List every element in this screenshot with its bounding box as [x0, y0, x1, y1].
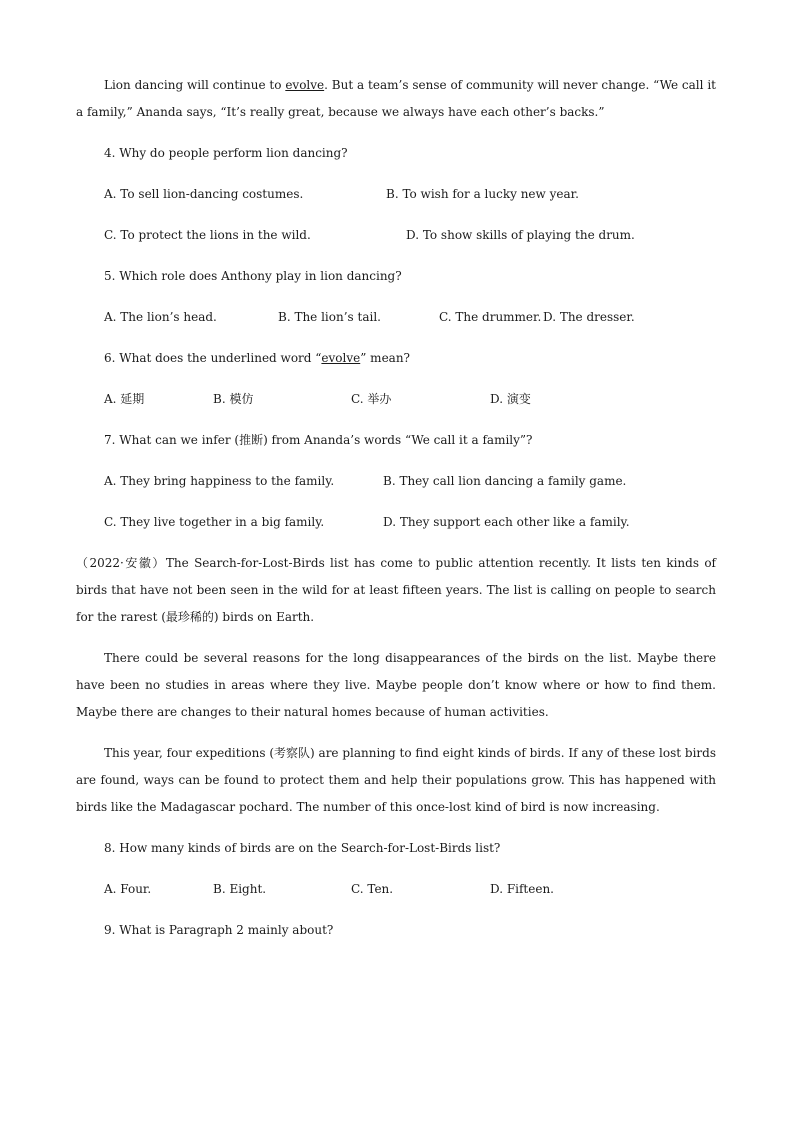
options-row — [76, 304, 716, 331]
question-stem — [76, 345, 716, 372]
question-stem: 8. How many kinds of birds are on the Search-for-Lost-Birds list? — [104, 841, 501, 855]
option: A. The lion’s head. — [104, 310, 217, 324]
paragraph-text: Lion dancing will continue to — [104, 78, 286, 92]
option: D. 演变 — [490, 392, 531, 406]
question-stem: 4. Why do people perform lion dancing? — [104, 146, 348, 160]
option: B. They call lion dancing a family game. — [383, 474, 627, 488]
option: D. The dresser. — [543, 310, 635, 324]
option: D. Fifteen. — [490, 882, 554, 896]
option: B. To wish for a lucky new year. — [386, 187, 579, 201]
question-stem: 9. What is Paragraph 2 mainly about? — [104, 923, 334, 937]
paragraph-text: . But a team’s sense of community will never change. “We call it a family,” Ananda says, “It’s really great, because we always have each other’s backs.” — [76, 78, 717, 119]
option: A. To sell lion-dancing costumes. — [104, 187, 304, 201]
options-row — [76, 876, 716, 903]
options-row — [76, 222, 716, 249]
option: B. Eight. — [213, 882, 267, 896]
question-stem: 5. Which role does Anthony play in lion dancing? — [104, 269, 402, 283]
option: A. They bring happiness to the family. — [104, 474, 335, 488]
option: C. To protect the lions in the wild. — [104, 228, 311, 242]
question-text: ” mean? — [360, 351, 410, 365]
option: D. They support each other like a family. — [383, 515, 630, 529]
options-row — [76, 509, 716, 536]
option: B. The lion’s tail. — [278, 310, 381, 324]
option: C. The drummer. — [439, 310, 542, 324]
options-row — [76, 386, 716, 413]
option: D. To show skills of playing the drum. — [406, 228, 635, 242]
underlined-word: evolve — [285, 78, 325, 92]
underlined-word: evolve — [321, 351, 361, 365]
passage-paragraph: This year, four expeditions (考察队) are planning to find eight kinds of birds. If any of these lost birds are found, ways can be found to protect them and help their populations grow. This has happened with birds like the Madagascar pochard. The number of this once-lost kind of bird is now increasing. — [76, 746, 716, 814]
option: C. 举办 — [351, 392, 392, 406]
question-stem: 7. What can we infer (推断) from Ananda’s words “We call it a family”? — [104, 433, 533, 447]
option: A. 延期 — [104, 392, 145, 406]
passage-paragraph: （2022·安徽）The Search-for-Lost-Birds list has come to public attention recently. It lists ten kinds of birds that have not been seen in the wild for at least fifteen years. The list is calling on people to search for the rarest (最珍稀的) birds on Earth. — [76, 556, 716, 624]
option: A. Four. — [104, 882, 152, 896]
options-row — [76, 181, 716, 208]
option: C. Ten. — [351, 882, 394, 896]
option: C. They live together in a big family. — [104, 515, 325, 529]
question-text: 6. What does the underlined word “ — [104, 351, 322, 365]
document-page — [76, 72, 716, 958]
options-row — [76, 468, 716, 495]
passage-paragraph — [76, 72, 716, 126]
option: B. 模仿 — [213, 392, 254, 406]
passage-paragraph: There could be several reasons for the long disappearances of the birds on the list. Maybe there have been no studies in areas where they live. Maybe people don’t know where or how to find them. Maybe there are changes to their natural homes because of human activities. — [76, 651, 716, 719]
